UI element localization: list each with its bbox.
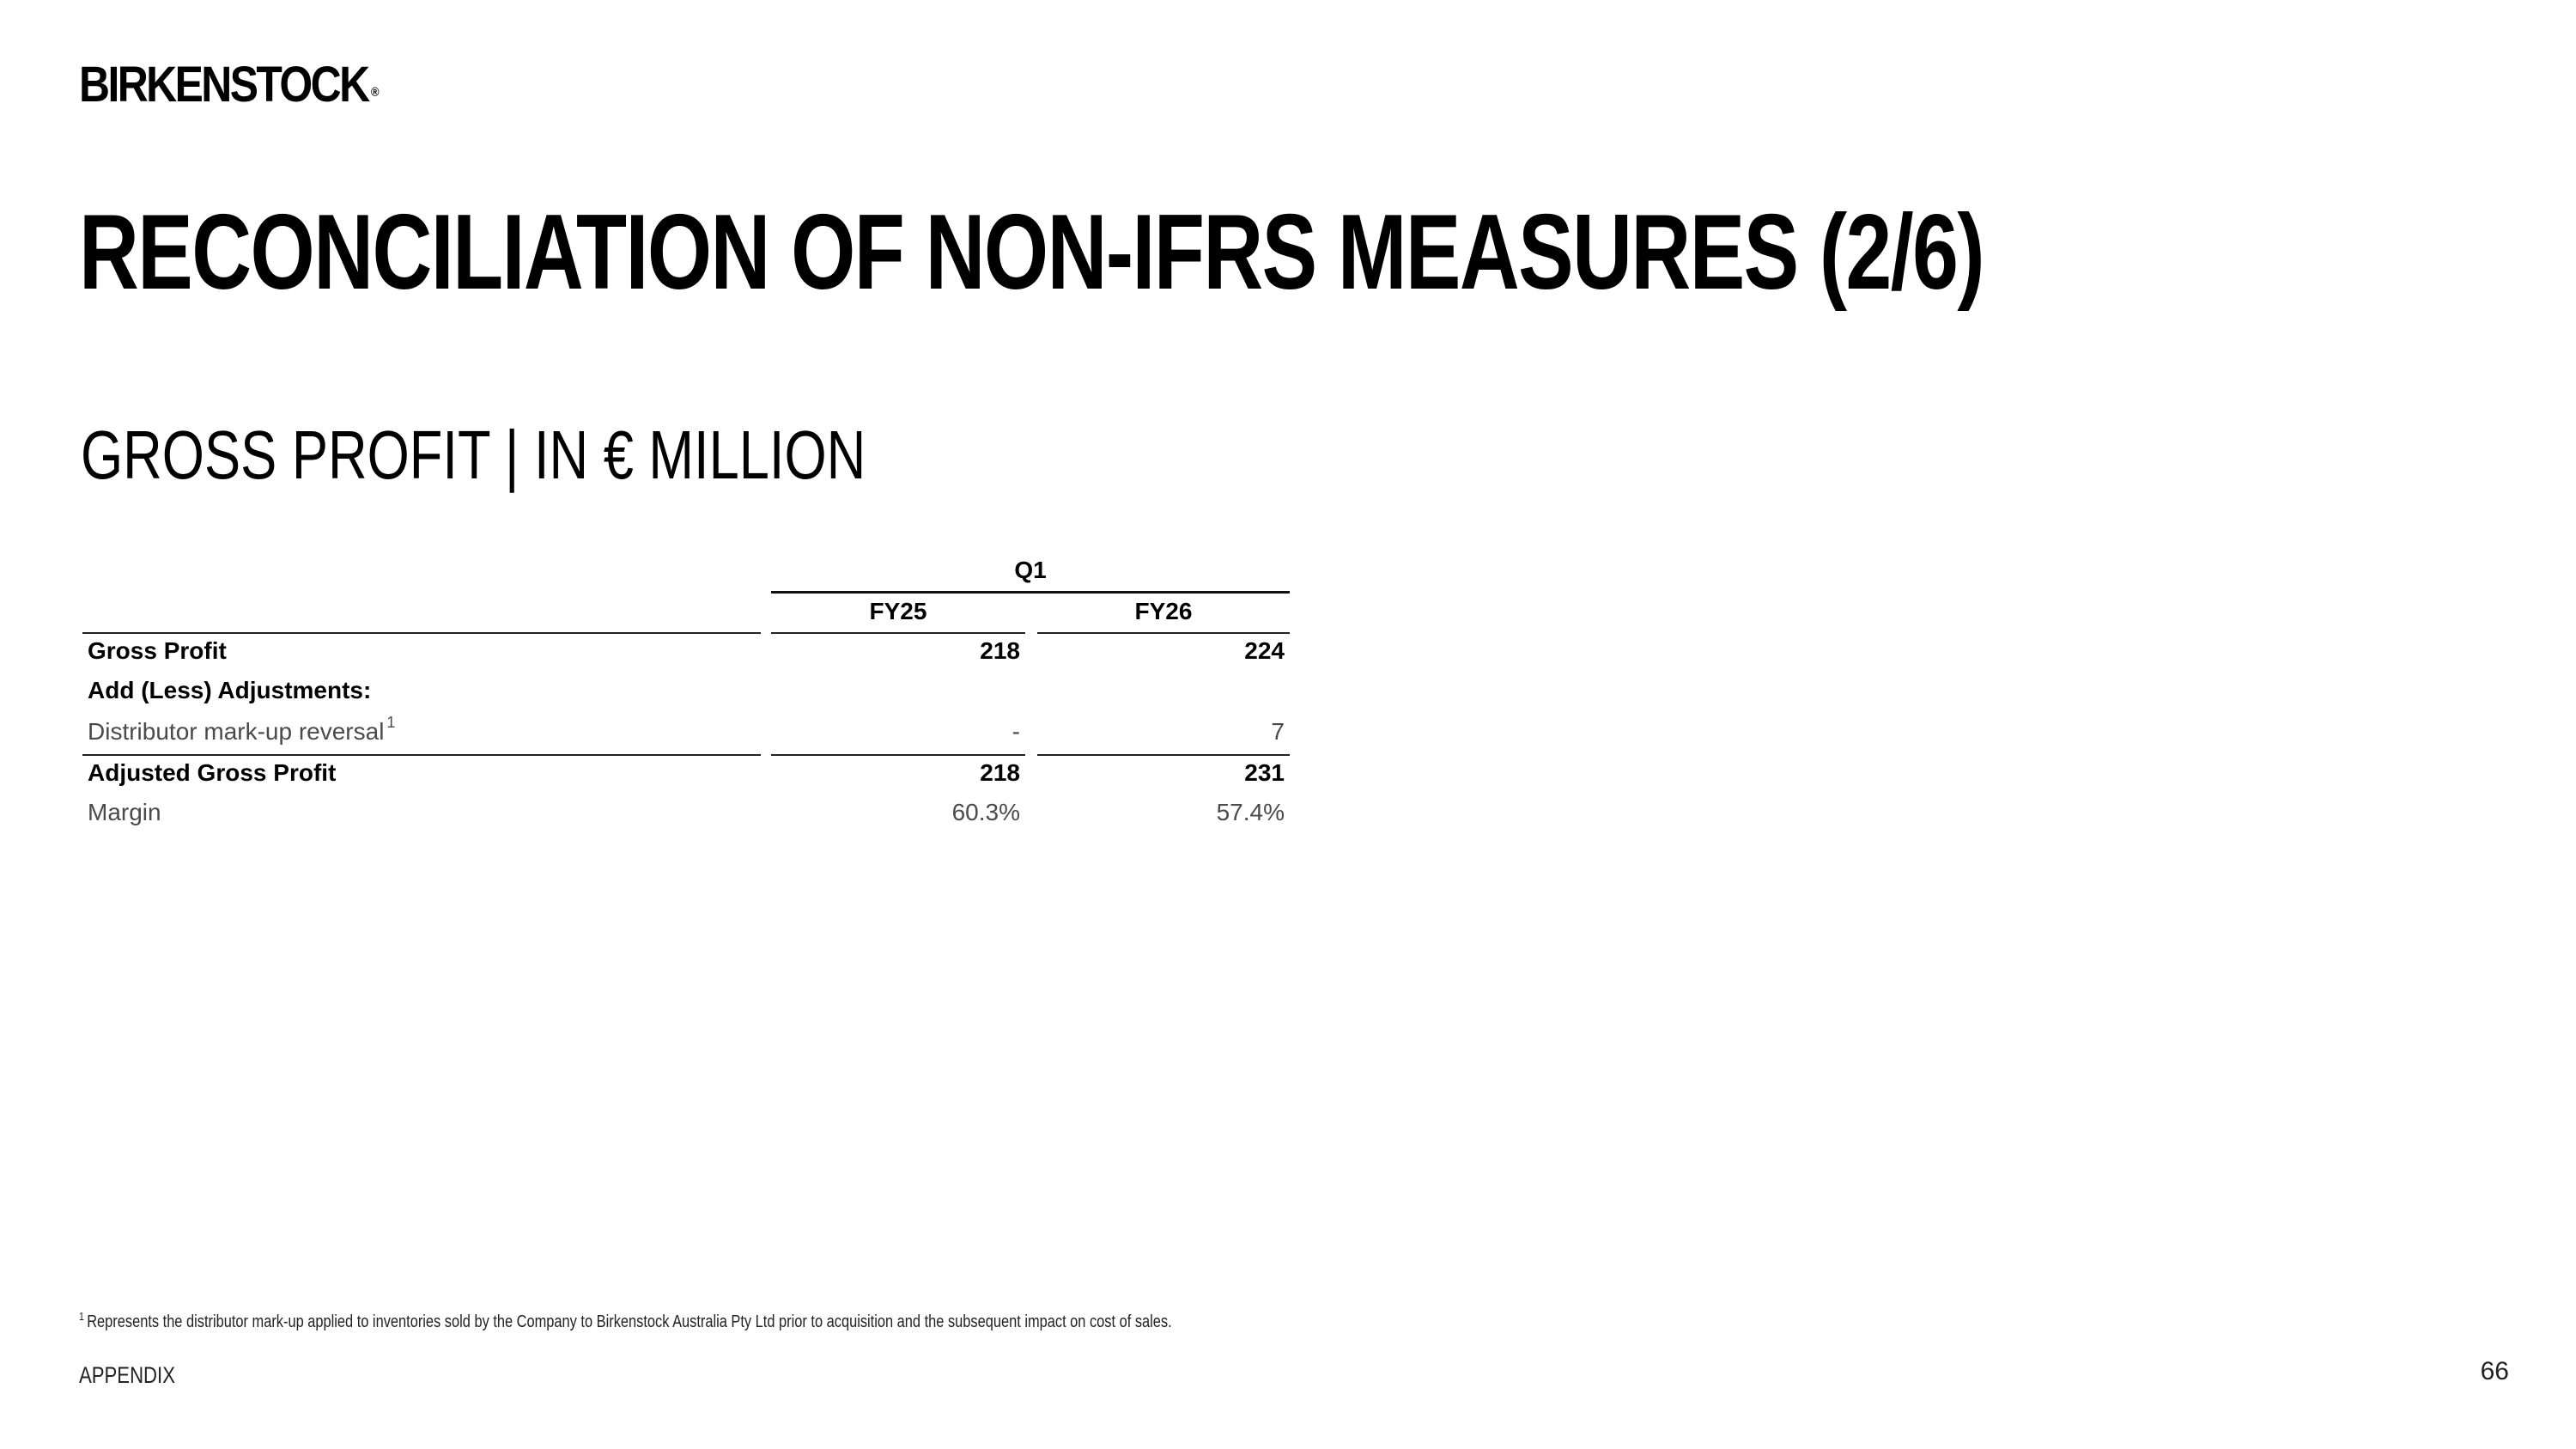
value-distributor-markup-fy26: 7 [1271, 718, 1285, 745]
footnote-text: Represents the distributor mark-up applied to inventories sold by the Company to Birkenstock Australia Pty Ltd prior to acquisition and the subsequent impact on cost of sales. [87, 1312, 1172, 1331]
subtotal-rule-fy25 [771, 754, 1025, 756]
row-label-gross-profit: Gross Profit [88, 637, 227, 664]
subtotal-rule-fy26 [1037, 754, 1290, 756]
header-rule-fy25 [771, 632, 1025, 634]
footnote-ref: 1 [386, 714, 396, 731]
footnote-marker: 1 [79, 1310, 84, 1323]
subtotal-rule-label [82, 754, 761, 756]
row-label-adjusted-gross-profit: Adjusted Gross Profit [88, 759, 337, 786]
value-distributor-markup-fy25: - [1012, 718, 1020, 745]
value-margin-fy26: 57.4% [1216, 799, 1285, 825]
section-label: APPENDIX [79, 1362, 175, 1388]
row-label-margin: Margin [88, 799, 161, 825]
page-number: 66 [2480, 1357, 2509, 1385]
column-header-fy26: FY26 [1134, 598, 1193, 624]
value-adjusted-gross-profit-fy26: 231 [1244, 759, 1285, 786]
logo-text: BIRKENSTOCK [79, 57, 368, 113]
distributor-markup-label-text: Distributor mark-up reversal [88, 718, 385, 745]
page-title: RECONCILIATION OF NON-IFRS MEASURES (2/6) [79, 193, 1984, 312]
column-header-fy25: FY25 [869, 598, 927, 624]
period-header: Q1 [1014, 557, 1047, 583]
period-header-rule [771, 591, 1290, 594]
row-label-distributor-markup [88, 714, 396, 745]
value-gross-profit-fy26: 224 [1244, 637, 1285, 664]
value-gross-profit-fy25: 218 [980, 637, 1020, 664]
value-adjusted-gross-profit-fy25: 218 [980, 759, 1020, 786]
header-rule-label [82, 632, 761, 634]
value-margin-fy25: 60.3% [951, 799, 1020, 825]
footnote [79, 1312, 1172, 1332]
page-subtitle: GROSS PROFIT | IN € MILLION [81, 417, 866, 493]
logo-registered-mark: ® [370, 84, 380, 100]
row-label-adjustments: Add (Less) Adjustments: [88, 677, 372, 703]
header-rule-fy26 [1037, 632, 1290, 634]
